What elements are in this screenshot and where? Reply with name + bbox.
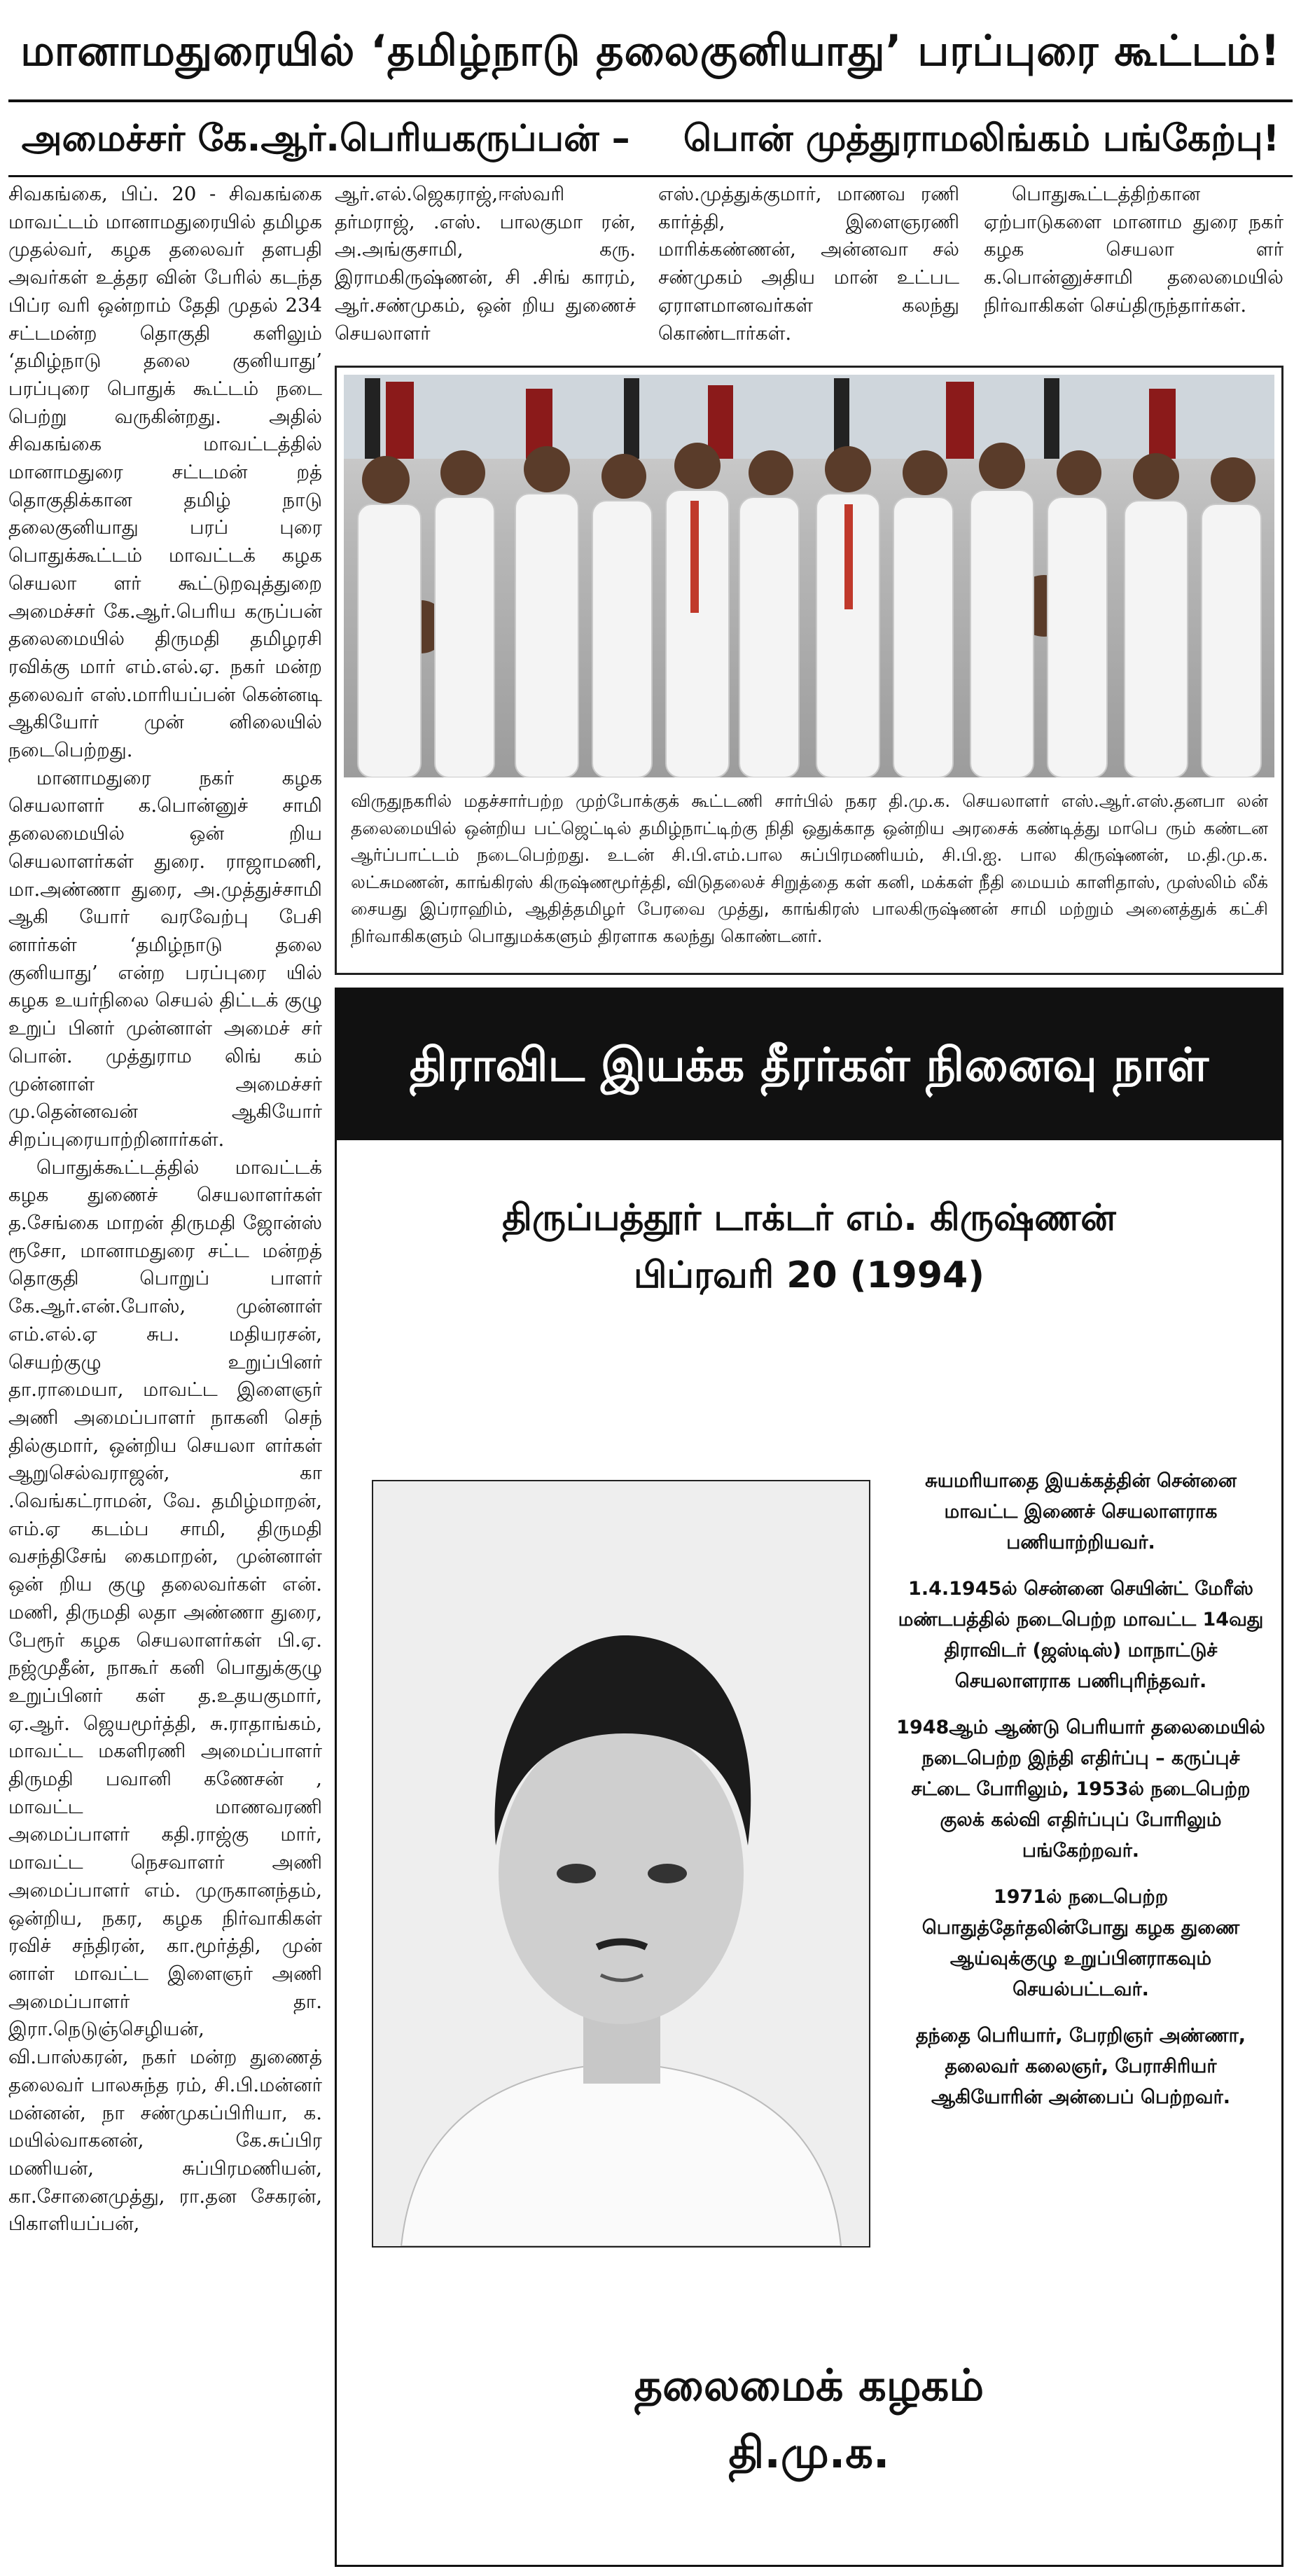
article-paragraph: ஆர்.எல்.ஜெகராஜ்,ஈஸ்வரி தர்மராஜ், .எஸ். பாலகுமா ரன், அ.அங்குசாமி, கரு. இராமகிருஷ்ணன், சி .சிங் காரம், ஆர்.சண்முகம், ஒன் றிய துணைச் செயலாளர் [335,183,636,345]
headline: மானாமதுரையில் ‘தமிழ்நாடு தலைகுனியாது’ பரப்புரை கூட்டம்! [20,27,1281,76]
article-column-1 [8,181,322,2569]
memorial-date: பிப்ரவரி 20 (1994) [633,1254,985,1296]
subhead-left: அமைச்சர் கே.ஆர்.பெரியகருப்பன் – [21,118,630,160]
article-paragraph: சிவகங்கை, பிப். 20 - சிவகங்கை மாவட்டம் மானாமதுரையில் தமிழக முதல்வர், கழக தலைவர் தளபதி அவர்கள் உத்தர வின் பேரில் கடந்த பிப்ர வரி ஒன்றாம் தேதி முதல் 234 சட்டமன்ற தொகுதி களிலும் ‘தமிழ்நாடு தலை குனியாது’ பரப்புரை பொதுக் கூட்டம் நடை பெற்று வருகின்றது. அதில் சிவகங்கை மாவட்டத்தில் மானாமதுரை சட்டமன் றத் தொகுதிக்கான தமிழ் நாடு தலைகுனியாது பரப் புரை பொதுக்கூட்டம் மாவட்டக் கழக செயலா ளர் கூட்டுறவுத்துறை அமைச்சர் கே.ஆர்.பெரிய கருப்பன் தலைமையில் திருமதி தமிழரசி ரவிக்கு மார் எம்.எல்.ஏ. நகர் மன்ற தலைவர் எஸ்.மாரியப்பன் கென்னடி ஆகியோர் முன் னிலையில் நடைபெற்றது. [8,183,322,762]
article-paragraph: பொதுக்கூட்டத்தில் மாவட்டக் கழக துணைச் செயலாளர்கள் த.சேங்கை மாறன் திருமதி ஜோன்ஸ் ரூசோ, மானாமதுரை சட்ட மன்றத் தொகுதி பொறுப் பாளர் கே.ஆர்.என்.போஸ், முன்னாள் எம்.எல்.ஏ சுப. மதியரசன், செயற்குழு உறுப்பினர் தா.ராமையா, மாவட்ட இளைஞர் அணி அமைப்பாளர் நாகனி செந் தில்குமார், ஒன்றிய செயலா ளர்கள் ஆறுசெல்வராஜன், கா .வெங்கட்ராமன், வே. தமிழ்மாறன், எம்.ஏ கடம்ப சாமி, திருமதி வசந்திசேங் கைமாறன், முன்னாள் ஒன் றிய குழு தலைவர்கள் என். மணி, திருமதி லதா அண்ணா துரை, பேரூர் கழக செயலாளர்கள் பி.ஏ. நஜ்முதீன், நாகூர் கனி பொதுக்குழு உறுப்பினர் கள் த.உதயகுமார், ஏ.ஆர். ஜெயமூர்த்தி, சு.ராதாங்கம், மாவட்ட மகளிரணி அமைப்பாளர் திருமதி பவானி கணேசன் , மாவட்ட மாணவரணி அமைப்பாளர் கதி.ராஜ்கு மார், மாவட்ட நெசவாளர் அணி அமைப்பாளர் எம். முருகானந்தம், ஒன்றிய, நகர, கழக நிர்வாகிகள் ரவிச் சந்திரன், கா.மூர்த்தி, முன் னாள் மாவட்ட இளைஞர் அணி அமைப்பாளர் தா. இரா.நெடுஞ்செழியன், வி.பாஸ்கரன், நகர் மன்ற துணைத் தலைவர் பாலசுந்த ரம், சி.பி.மன்னர் மன்னன், நா சண்முகப்பிரியா, க. மயில்வாகனன், கே.சுப்பிர மணியன், சுப்பிரமணியன், கா.சோனைமுத்து, ரா.தன சேகரன், பிகாளியப்பன், [8,1156,322,2236]
protest-photo-box [335,366,1283,975]
top-rule [8,99,1293,102]
article-column-4 [984,181,1283,356]
portrait-photo [372,1480,870,2248]
memorial-title [337,1189,1281,1304]
memorial-signoff [337,2352,1281,2486]
photo-caption: விருதுநகரில் மதச்சார்பற்ற முற்போக்குக் கூட்டணி சார்பில் நகர தி.மு.க. செயலாளர் எஸ்.ஆர்.எஸ்.தனபா லன் தலைமையில் ஒன்றிய பட்ஜெட்டில் தமிழ்நாட்டிற்கு நிதி ஒதுக்காத ஒன்றிய அரசைக் கண்டித்து மாபெ ரும் கண்டன ஆர்ப்பாட்டம் நடைபெற்றது. உடன் சி.பி.எம்.பால சுப்பிரமணியம், சி.பி.ஐ. பால கிருஷ்ணன், ம.தி.மு.க. லட்சுமணன், காங்கிரஸ் கிருஷ்ணமூர்த்தி, விடுதலைச் சிறுத்தை கள் கனி, மக்கள் நீதி மையம் காளிதாஸ், முஸ்லிம் லீக் சையது இப்ராஹிம், ஆதித்தமிழர் பேரவை முத்து, காங்கிரஸ் பாலகிருஷ்ணன் சாமி மற்றும் அனைத்துக் கட்சி நிர்வாகிகளும் பொதுமக்களும் திரளாக கலந்து கொண்டனர். [351,791,1268,946]
subheadline [8,105,1293,172]
memorial-biography [890,1466,1272,2128]
memorial-person-name: திருப்பத்தூர் டாக்டர் எம். கிருஷ்ணன் [502,1197,1116,1239]
signoff-organisation: தலைமைக் கழகம் [634,2360,985,2411]
bio-paragraph: 1971ல் நடைபெற்ற பொதுத்தேர்தலின்போது கழக துணை ஆய்வுக்குழு உறுப்பினராகவும் செயல்பட்டவர். [921,1886,1240,2000]
memorial-banner: திராவிட இயக்க தீரர்கள் நினைவு நாள் [337,990,1281,1140]
article-paragraph: பொதுகூட்டத்திற்கான ஏற்பாடுகளை மானாம துரை நகர் கழக செயலா ளர் க.பொன்னுச்சாமி தலைமையில் நிர்வாகிகள் செய்திருந்தார்கள். [984,183,1283,317]
article-column-2 [335,181,636,356]
subhead-rule [8,175,1293,177]
subhead-right: பொன் முத்துராமலிங்கம் பங்கேற்பு! [683,118,1280,160]
bio-paragraph: 1.4.1945ல் சென்னை செயின்ட் மேரீஸ் மண்டபத்தில் நடைபெற்ற மாவட்ட 14வது திராவிடர் (ஜஸ்டிஸ்) மாநாட்டுச் செயலாளராக பணிபுரிந்தவர். [898,1578,1264,1692]
article-paragraph: மானாமதுரை நகர் கழக செயலாளர் க.பொன்னுச் சாமி தலைமையில் ஒன் றிய செயலாளர்கள் துரை. ராஜாமணி, மா.அண்ணா துரை, அ.முத்துச்சாமி ஆகி யோர் வரவேற்பு பேசி னார்கள் ‘தமிழ்நாடு தலை குனியாது’ என்ற பரப்புரை யில் கழக உயர்நிலை செயல் திட்டக் குழு உறுப் பினர் முன்னாள் அமைச் சர் பொன். முத்துராம லிங் கம் முன்னாள் அமைச்சர் மு.தென்னவன் ஆகியோர் சிறப்புரையாற்றினார்கள். [8,766,322,1151]
protest-crowd-illustration [344,375,1274,777]
protest-photo [344,375,1274,777]
bio-paragraph: 1948ஆம் ஆண்டு பெரியார் தலைமையில் நடைபெற்ற இந்தி எதிர்ப்பு – கருப்புச் சட்டை போரிலும், 1953ல் நடைபெற்ற குலக் கல்வி எதிர்ப்புப் போரிலும் பங்கேற்றவர். [896,1717,1265,1862]
memorial-notice [335,988,1283,2567]
bio-paragraph: தந்தை பெரியார், பேரறிஞர் அண்ணா, தலைவர் கலைஞர், பேராசிரியர் ஆகியோரின் அன்பைப் பெற்றவர். [915,2025,1246,2108]
portrait-illustration [373,1481,869,2246]
signoff-party: தி.மு.க. [728,2427,890,2478]
article-paragraph: எஸ்.முத்துக்குமார், மாணவ ரணி கார்த்தி, இளைஞரணி மாரிக்கண்ணன், அன்னவா சல் சண்முகம் அதிய மான் உட்பட ஏராளமானவர்கள் கலந்து கொண்டார்கள். [658,183,959,345]
bio-paragraph: சுயமரியாதை இயக்கத்தின் சென்னை மாவட்ட இணைச் செயலாளராக பணியாற்றியவர். [925,1470,1237,1553]
article-column-3 [658,181,959,356]
